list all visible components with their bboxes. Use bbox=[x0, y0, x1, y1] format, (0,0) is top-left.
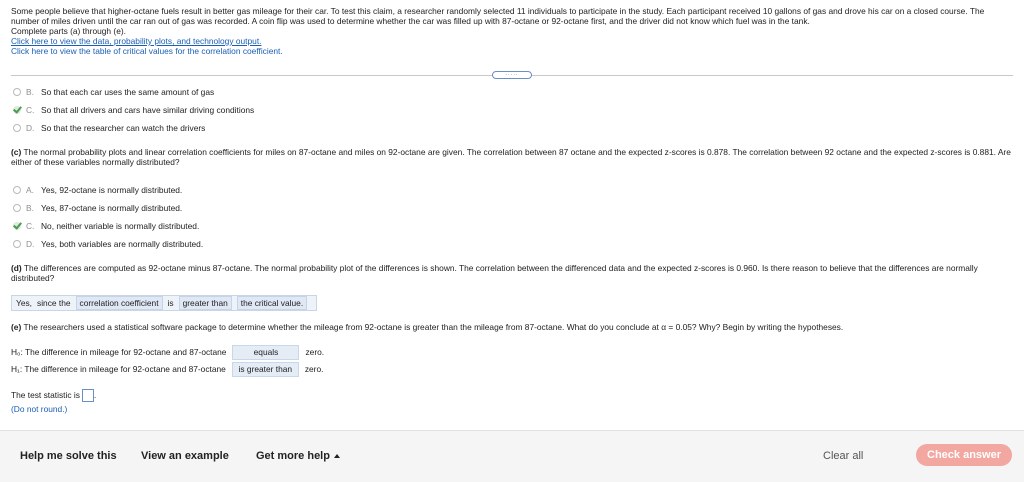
part-e-question: (e) The researchers used a statistical software package to determine whether the mileage from 92-octane is greater than the mileage from 87-octane. What do you conclude at α = 0.05? Why? Begin by writing the hypotheses. bbox=[11, 322, 844, 332]
alt-hypothesis: H₁: The difference in mileage for 92-octane and 87-octane is greater than zero. bbox=[11, 363, 411, 375]
parts-instruction: Complete parts (a) through (e). bbox=[11, 26, 126, 36]
option-text: No, neither variable is normally distributed. bbox=[41, 221, 200, 231]
answer-dropdown-3[interactable]: the critical value. bbox=[237, 296, 307, 310]
correct-check-icon bbox=[13, 222, 21, 230]
option-c-d[interactable]: D. Yes, both variables are normally distributed. bbox=[13, 238, 203, 250]
get-more-help-button[interactable]: Get more help bbox=[256, 450, 340, 462]
footer-bar bbox=[0, 430, 1024, 482]
radio-icon[interactable] bbox=[13, 88, 21, 96]
correct-check-icon bbox=[13, 106, 21, 114]
problem-statement: Some people believe that higher-octane fuels result in better gas mileage for their car. To test this claim, a researcher randomly selected 11 individuals to participate in the study. Each participant received 10 gallons of gas and drove his car on a closed course. The number of miles driven until the car ran out of gas was recorded. A coin flip was used to determine whether the car was filled up with 87-octane or 92-octane first, and the driver did not know which fuel was in the tank. bbox=[11, 6, 985, 26]
clear-all-button[interactable]: Clear all bbox=[823, 450, 864, 462]
h1-dropdown[interactable]: is greater than bbox=[232, 362, 299, 377]
part-c-question: (c) The normal probability plots and linear correlation coefficients for miles on 87-octane and miles on 92-octane are given. The correlation between 87 octane and the expected z-scores is 0.878. The correlation between 92 octane and the expected z-scores is 0.881. Are either of these variables normally distributed? bbox=[11, 147, 1011, 167]
radio-icon[interactable] bbox=[13, 204, 21, 212]
radio-icon[interactable] bbox=[13, 186, 21, 194]
option-text: Yes, 87-octane is normally distributed. bbox=[41, 203, 183, 213]
round-note: (Do not round.) bbox=[11, 404, 68, 414]
option-b-b[interactable]: B. So that each car uses the same amount of gas bbox=[13, 86, 214, 98]
data-link[interactable]: Click here to view the data, probability plots, and technology output. bbox=[11, 36, 262, 46]
option-b-d[interactable]: D. So that the researcher can watch the drivers bbox=[13, 122, 205, 134]
option-c-c[interactable]: C. No, neither variable is normally distributed. bbox=[13, 220, 199, 232]
caret-up-icon bbox=[334, 454, 340, 458]
part-d-answer: Yes, since the correlation coefficient is greater than the critical value. bbox=[11, 295, 317, 311]
help-me-solve-button[interactable]: Help me solve this bbox=[20, 450, 117, 462]
option-text: So that all drivers and cars have similar driving conditions bbox=[41, 105, 255, 115]
answer-dropdown-2[interactable]: greater than bbox=[179, 296, 232, 310]
h0-dropdown[interactable]: equals bbox=[232, 345, 299, 360]
part-d-question: (d) The differences are computed as 92-octane minus 87-octane. The normal probability plot of the differences is shown. The correlation between the differenced data and the expected z-scores is 0.960. Is there reason to believe that the differences are normally distributed? bbox=[11, 263, 978, 283]
radio-icon[interactable] bbox=[13, 124, 21, 132]
critical-values-link[interactable]: Click here to view the table of critical values for the correlation coefficient. bbox=[11, 46, 283, 56]
test-statistic-row: The test statistic is . bbox=[11, 390, 97, 400]
radio-icon[interactable] bbox=[13, 240, 21, 248]
option-c-b[interactable]: B. Yes, 87-octane is normally distributed. bbox=[13, 202, 182, 214]
answer-dropdown-1[interactable]: correlation coefficient bbox=[76, 296, 163, 310]
null-hypothesis: H₀: The difference in mileage for 92-octane and 87-octane equals zero. bbox=[11, 346, 411, 358]
expand-handle[interactable]: ..... bbox=[492, 71, 532, 79]
option-c-a[interactable]: A. Yes, 92-octane is normally distributed. bbox=[13, 184, 182, 196]
problem-intro bbox=[11, 6, 1011, 56]
option-text: So that each car uses the same amount of gas bbox=[41, 87, 215, 97]
option-b-c[interactable]: C. So that all drivers and cars have similar driving conditions bbox=[13, 104, 254, 116]
option-text: Yes, 92-octane is normally distributed. bbox=[41, 185, 183, 195]
option-text: So that the researcher can watch the drivers bbox=[41, 123, 206, 133]
test-statistic-input[interactable] bbox=[82, 389, 94, 402]
option-text: Yes, both variables are normally distributed. bbox=[41, 239, 204, 249]
check-answer-button[interactable]: Check answer bbox=[916, 444, 1012, 466]
view-example-button[interactable]: View an example bbox=[141, 450, 229, 462]
